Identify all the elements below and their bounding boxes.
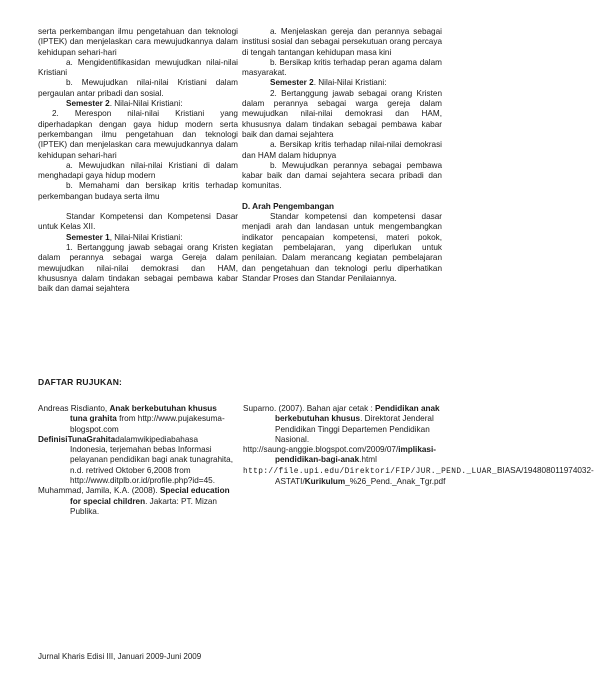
body-paragraph: 2. Merespon nilai-nilai Kristiani yang diperhadapkan dengan gaya hidup modern serta perkembangan ilmu pengetahuan dan teknologi (IPTEK) dan menjelaskan cara mewujudkannya dalam kehidupan sehari-hari (38, 109, 238, 160)
paragraph-gap (38, 202, 238, 212)
body-paragraph: a. Menjelaskan gereja dan perannya sebagai institusi sosial dan sebagai persekutuan orang percaya di tengah tantangan kehidupan masa kini (242, 27, 442, 57)
body-paragraph: a. Mengidentifikasidan mewujudkan nilai-nilai Kristiani (38, 57, 238, 78)
semester-heading: Semester 1, Nilai-Nilai Kristiani: (66, 232, 183, 242)
reference-entry: http://file.upi.edu/Direktori/FIP/JUR._PEND._LUAR_BIASA/194808011974032-ASTATI/Kurikulum_%26_Pend._Anak_Tgr.pdf (243, 465, 594, 487)
body-paragraph: b. Mewujudkan perannya sebagai pembawa kabar baik dan damai sejahtera secara pribadi dan komunitas. (242, 160, 442, 191)
body-paragraph: a. Bersikap kritis terhadap nilai-nilai demokrasi dan HAM dalam hidupnya (242, 140, 442, 160)
references-title: DAFTAR RUJUKAN: (38, 377, 123, 387)
right-column (242, 27, 442, 284)
reference-entry: DefinisiTunaGrahitadalamwikipediabahasa Indonesia, terjemahan bebas Informasi pelayanan pendidikan bagi anak tunagrahita, n.d. retrived Oktober 6,2008 from http://www.ditplb.or.id/profile.php?id=45. (38, 434, 233, 486)
section-heading: D. Arah Pengembangan (242, 201, 335, 211)
reference-entry: Muhammad, Jamila, K.A. (2008). Special education for special children. Jakarta: PT. Mizan Publika. (38, 486, 230, 516)
left-column (38, 27, 238, 294)
reference-entry: Suparno. (2007). Bahan ajar cetak : Pendidikan anak berkebutuhan khusus. Direktorat Jenderal Pendidikan Tinggi Departemen Pendidikan Nasional. (243, 404, 440, 444)
reference-entry: http://saung-anggie.blogspot.com/2009/07/implikasi-pendidikan-bagi-anak.html (243, 445, 436, 465)
body-paragraph: 2. Bertanggung jawab sebagai orang Kristen dalam perannya sebagai warga gereja dalam mewujudkan nilai-nilai demokrasi dan HAM, khususnya dalam tindakan sebagai pembawa kabar baik dan damai sejahtera (242, 88, 442, 139)
semester-heading: Semester 2. Nilai-Nilai Kristiani: (270, 78, 387, 88)
page-footer: Jurnal Kharis Edisi III, Januari 2009-Juni 2009 (38, 652, 202, 661)
body-paragraph: serta perkembangan ilmu pengetahuan dan teknologi (IPTEK) dan menjelaskan cara mewujudkannya dalam kehidupan sehari-hari (38, 27, 238, 57)
body-paragraph: Standar kompetensi dan kompetensi dasar menjadi arah dan landasan untuk mengembangkan indikator pencapaian kompetensi, materi pokok, kegiatan pembelajaran, yang diperlukan untuk penilaian. Dalam merancang kegiatan pembelajaran dan pengetahuan dan teknologi perlu diperhatikan Standar Proses dan Standar Penilaiannya. (242, 212, 442, 283)
reference-entry: Andreas Risdianto, Anak berkebutuhan khusus tuna grahita from http://www.pujakesuma-blogspot.com (38, 404, 225, 434)
references-left (38, 404, 236, 517)
body-paragraph: b. Memahami dan bersikap kritis terhadap perkembangan budaya serta ilmu (38, 181, 238, 201)
body-paragraph: b. Mewujudkan nilai-nilai Kristiani dalam pergaulan antar pribadi dan sosial. (38, 78, 238, 98)
body-paragraph: 1. Bertanggung jawab sebagai orang Kristen dalam perannya sebagai warga Gereja dalam mewujudkan nilai-nilai demokrasi dan HAM, khususnya dalam tindakan sebagai pembawa kabar baik dan damai sejahtera (38, 242, 238, 294)
body-paragraph: b. Bersikap kritis terhadap peran agama dalam masyarakat. (242, 57, 442, 78)
references-right (243, 404, 594, 487)
body-paragraph: Standar Kompetensi dan Kompetensi Dasar untuk Kelas XII. (38, 212, 238, 232)
body-paragraph: a. Mewujudkan nilai-nilai Kristiani di dalam menghadapi gaya hidup modern (38, 160, 238, 181)
semester-heading: Semester 2. Nilai-Nilai Kristiani: (66, 99, 183, 109)
paragraph-gap (242, 192, 442, 202)
